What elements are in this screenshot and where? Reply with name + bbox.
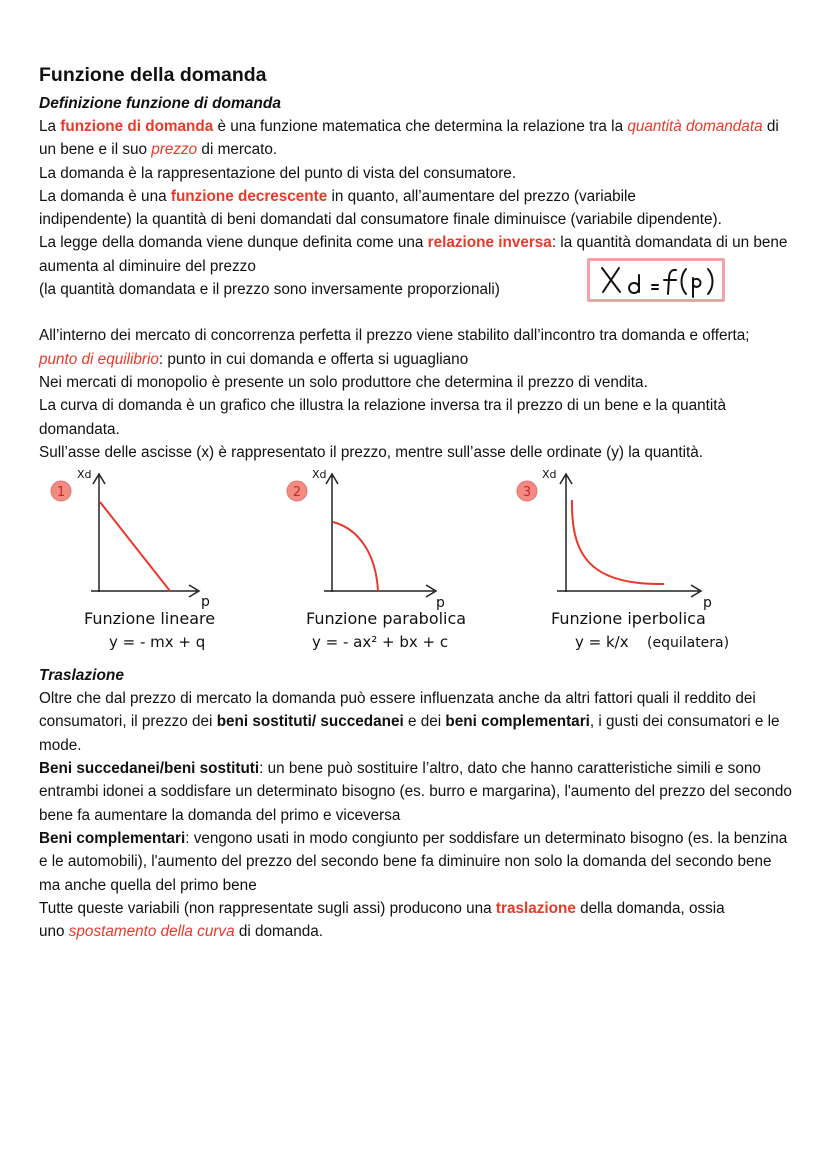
term-traslazione: traslazione bbox=[495, 899, 576, 917]
term-beni-succedanei: Beni succedanei/beni sostituti bbox=[39, 760, 260, 778]
svg-text:Xd: Xd bbox=[77, 468, 92, 482]
market-paragraph: All’interno dei mercato di concorrenza perfetta il prezzo viene stabilito dall’incontro tra domanda e offerta; punto di equilibrio: punto in cui domanda e offerta si uguagliano bbox=[39, 327, 750, 368]
svg-text:Funzione iperbolica: Funzione iperbolica bbox=[551, 609, 706, 629]
term-beni-sostituti: beni sostituti/ succedanei bbox=[216, 713, 404, 731]
formula-box bbox=[587, 258, 725, 302]
definition-heading: Definizione funzione di domanda bbox=[39, 95, 281, 112]
monopoly-paragraph: Nei mercati di monopolio è presente un solo produttore che determina il prezzo di vendita. bbox=[39, 373, 648, 391]
formula-row bbox=[39, 278, 799, 301]
svg-text:Xd: Xd bbox=[312, 468, 327, 482]
axes-paragraph: Sull’asse delle ascisse (x) è rappresentato il prezzo, mentre sull’asse delle ordinate (y) la quantità. bbox=[39, 443, 704, 461]
svg-text:Funzione lineare: Funzione lineare bbox=[84, 609, 216, 629]
consumer-paragraph: La domanda è la rappresentazione del punto di vista del consumatore. bbox=[39, 164, 517, 182]
term-prezzo: prezzo bbox=[151, 141, 198, 159]
graph-hyperbolic bbox=[509, 464, 799, 664]
term-beni-complementari: beni complementari bbox=[445, 713, 590, 731]
svg-text:Xd: Xd bbox=[542, 468, 557, 482]
graph-linear bbox=[39, 464, 269, 664]
term-funzione-di-domanda: funzione di domanda bbox=[60, 118, 214, 135]
substitutes-paragraph: Beni succedanei/beni sostituti: un bene può sostituire l’altro, dato che hanno caratteristiche simili e sono entrambi idonei a soddisfare un determinato bisogno (es. burro e margarina), l'aumento del prezzo del secondo bene fa aumentare la domanda del primo e viceversa bbox=[39, 760, 792, 824]
inverse-relation-paragraph: La legge della domanda viene dunque definita come una relazione inversa: la quantità domandata di un bene aumenta al diminuire del prezzo bbox=[39, 234, 788, 275]
shift-paragraph: Tutte queste variabili (non rappresentate sugli assi) producono una traslazione della domanda, ossia uno spostamento della curva di domanda. bbox=[39, 899, 725, 941]
term-beni-complementari-def: Beni complementari bbox=[39, 829, 186, 847]
svg-text:3: 3 bbox=[522, 485, 532, 501]
svg-text:p: p bbox=[703, 595, 712, 612]
svg-text:p: p bbox=[201, 594, 210, 611]
svg-text:y = - ax² + bx + c: y = - ax² + bx + c bbox=[312, 633, 449, 652]
proportional-note: (la quantità domandata e il prezzo sono inversamente proporzionali) bbox=[39, 281, 500, 299]
term-funzione-decrescente: funzione decrescente bbox=[170, 187, 328, 205]
svg-text:p: p bbox=[436, 595, 445, 612]
demand-curve-paragraph: La curva di domanda è un grafico che illustra la relazione inversa tra il prezzo di un bene e la quantità domandata. bbox=[39, 397, 727, 438]
graphs-row bbox=[39, 464, 799, 664]
svg-text:1: 1 bbox=[56, 485, 66, 501]
term-quantita-domandata: quantità domandata bbox=[627, 118, 763, 135]
svg-text:2: 2 bbox=[292, 485, 302, 501]
svg-text:y = k/x: y = k/x bbox=[575, 633, 629, 652]
term-spostamento-curva: spostamento della curva bbox=[68, 923, 235, 941]
term-punto-di-equilibrio: punto di equilibrio bbox=[39, 350, 159, 368]
translation-paragraph: Oltre che dal prezzo di mercato la domanda può essere influenzata anche da altri fattori quali il reddito dei consumatori, il prezzo dei beni sostituti/ succedanei e dei beni complementari, i gusti dei consumatori e le mode. bbox=[39, 690, 780, 754]
svg-text:Funzione parabolica: Funzione parabolica bbox=[306, 609, 467, 629]
decreasing-paragraph: La domanda è una funzione decrescente in quanto, all’aumentare del prezzo (variabile indipendente) la quantità di beni domandati dal consumatore finale diminuisce (variabile dipendente). bbox=[39, 187, 722, 229]
definition-paragraph: La funzione di domanda è una funzione matematica che determina la relazione tra la quantità domandata di un bene e il suo prezzo di mercato. bbox=[39, 118, 779, 159]
page-title: Funzione della domanda bbox=[39, 64, 267, 86]
complements-paragraph: Beni complementari: vengono usati in modo congiunto per soddisfare un determinato bisogno (es. la benzina e le automobili), l'aumento del prezzo del secondo bene fa diminuire non solo la domanda del secondo bene ma anche quella del primo bene bbox=[39, 829, 788, 894]
formula-handwriting bbox=[590, 261, 722, 299]
term-relazione-inversa: relazione inversa bbox=[427, 234, 552, 252]
svg-text:(equilatera): (equilatera) bbox=[647, 635, 730, 652]
graph-parabolic bbox=[284, 464, 494, 664]
document-page bbox=[39, 62, 799, 943]
svg-text:y = - mx + q: y = - mx + q bbox=[109, 633, 206, 652]
translation-heading: Traslazione bbox=[39, 667, 125, 685]
